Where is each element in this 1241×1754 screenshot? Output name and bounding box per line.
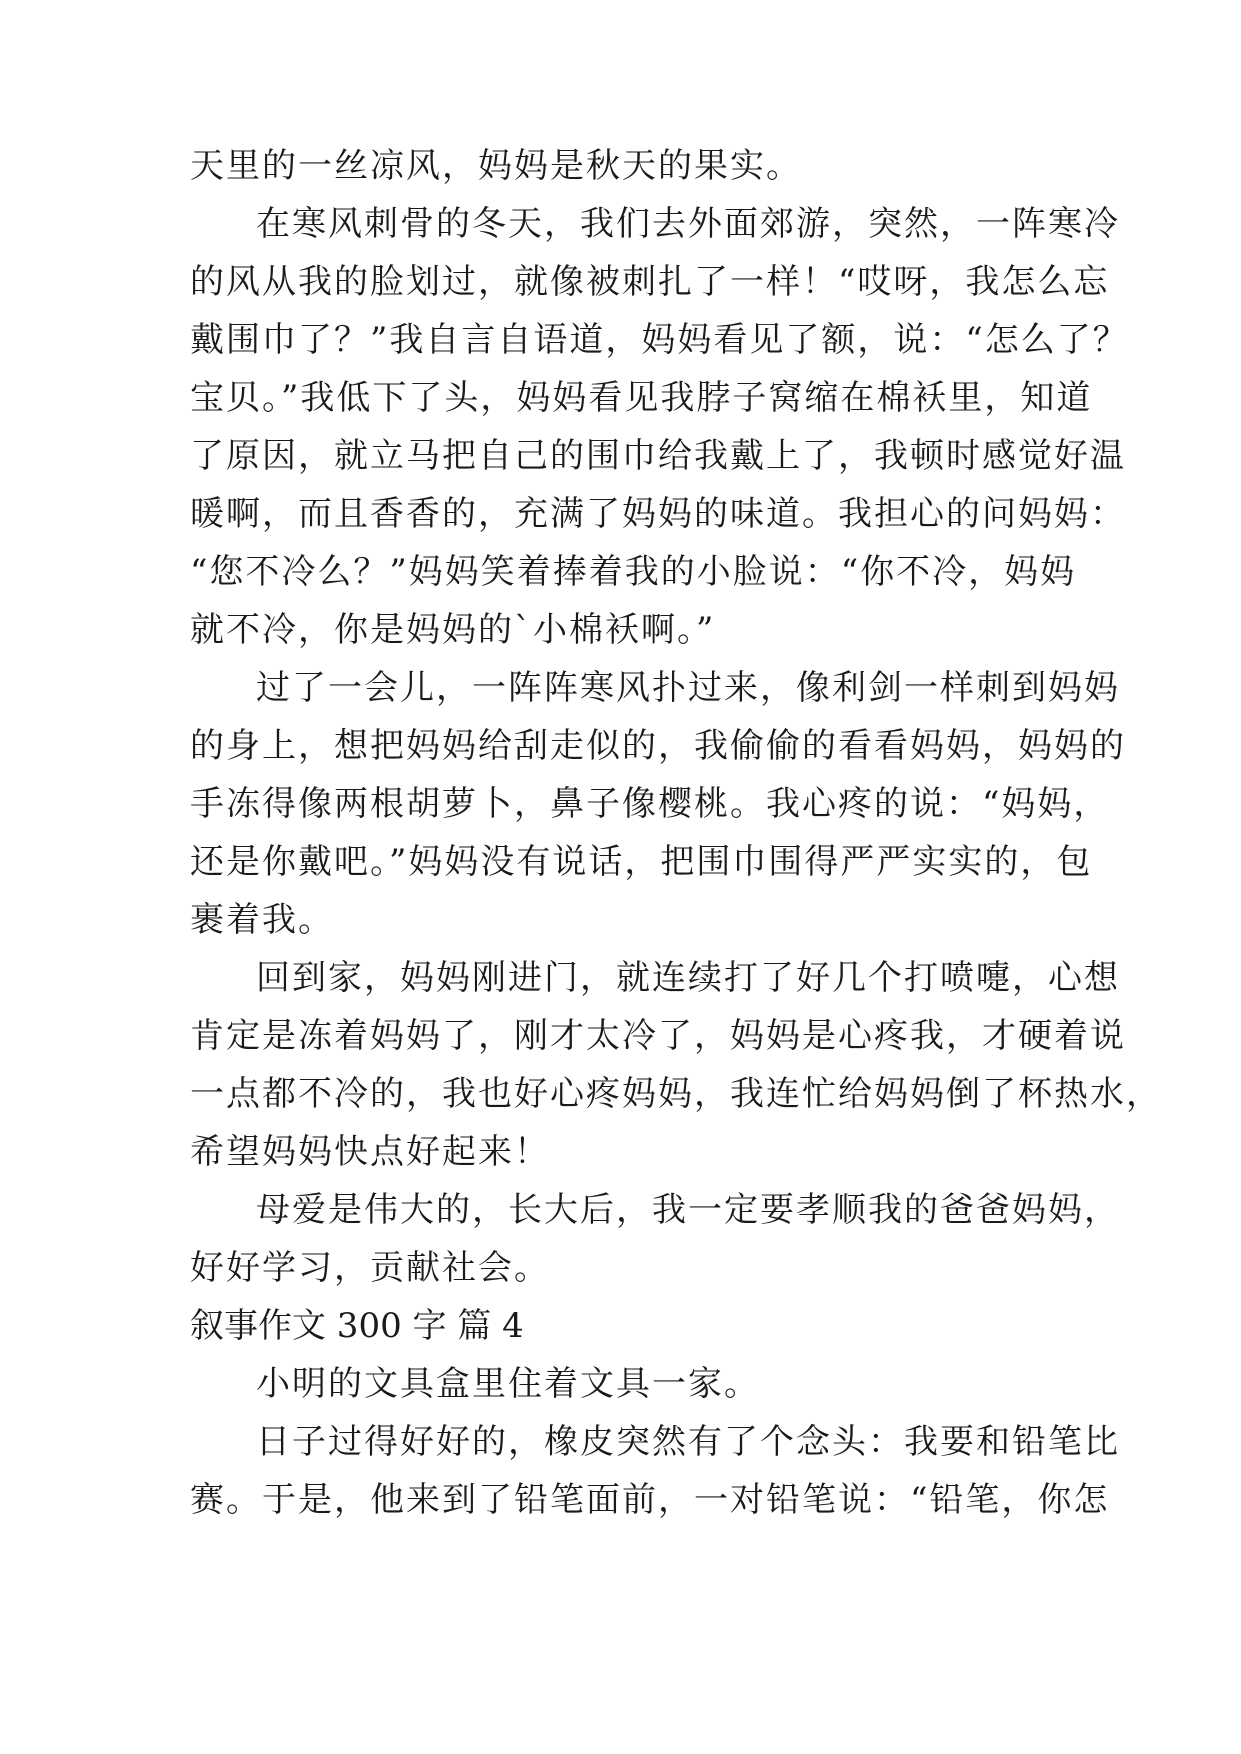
text-line: 还是你戴吧。”妈妈没有说话，把围巾围得严严实实的，包 — [190, 842, 1093, 882]
paragraph-start-line: 在寒风刺骨的冬天，我们去外面郊游，突然，一阵寒冷 — [256, 204, 1120, 244]
text-line: “您不冷么？”妈妈笑着捧着我的小脸说：“你不冷，妈妈 — [190, 552, 1077, 592]
text-line: 宝贝。”我低下了头，妈妈看见我脖子窝缩在棉袄里，知道 — [190, 378, 1093, 418]
text-line: 一点都不冷的，我也好心疼妈妈，我连忙给妈妈倒了杯热水， — [190, 1074, 1162, 1114]
paragraph-start-line: 小明的文具盒里住着文具一家。 — [256, 1364, 760, 1404]
text-line: 的风从我的脸划过，就像被刺扎了一样！“哎呀，我怎么忘 — [190, 262, 1110, 302]
text-line: 戴围巾了？”我自言自语道，妈妈看见了额，说：“怎么了？ — [190, 320, 1129, 360]
paragraph-start-line: 母爱是伟大的，长大后，我一定要孝顺我的爸爸妈妈， — [256, 1190, 1120, 1230]
paragraph-start-line: 日子过得好好的，橡皮突然有了个念头：我要和铅笔比 — [256, 1422, 1120, 1462]
paragraph-start-line: 回到家，妈妈刚进门，就连续打了好几个打喷嚏，心想 — [256, 958, 1120, 998]
text-line: 暖啊，而且香香的，充满了妈妈的味道。我担心的问妈妈： — [190, 494, 1126, 534]
section-heading: 叙事作文 300 字 篇 4 — [190, 1306, 524, 1346]
text-line: 裹着我。 — [190, 900, 334, 940]
text-line: 肯定是冻着妈妈了，刚才太冷了，妈妈是心疼我，才硬着说 — [190, 1016, 1126, 1056]
text-line: 好好学习，贡献社会。 — [190, 1248, 550, 1288]
text-line: 的身上，想把妈妈给刮走似的，我偷偷的看看妈妈，妈妈的 — [190, 726, 1126, 766]
text-line: 就不冷，你是妈妈的`小棉袄啊。” — [190, 610, 716, 650]
text-line: 手冻得像两根胡萝卜，鼻子像樱桃。我心疼的说：“妈妈， — [190, 784, 1110, 824]
text-line: 了原因，就立马把自己的围巾给我戴上了，我顿时感觉好温 — [190, 436, 1126, 476]
paragraph-start-line: 过了一会儿，一阵阵寒风扑过来，像利剑一样刺到妈妈 — [256, 668, 1120, 708]
text-line: 希望妈妈快点好起来！ — [190, 1132, 550, 1172]
text-line: 天里的一丝凉风，妈妈是秋天的果实。 — [190, 146, 802, 186]
text-line: 赛。于是，他来到了铅笔面前，一对铅笔说：“铅笔，你怎 — [190, 1480, 1110, 1520]
